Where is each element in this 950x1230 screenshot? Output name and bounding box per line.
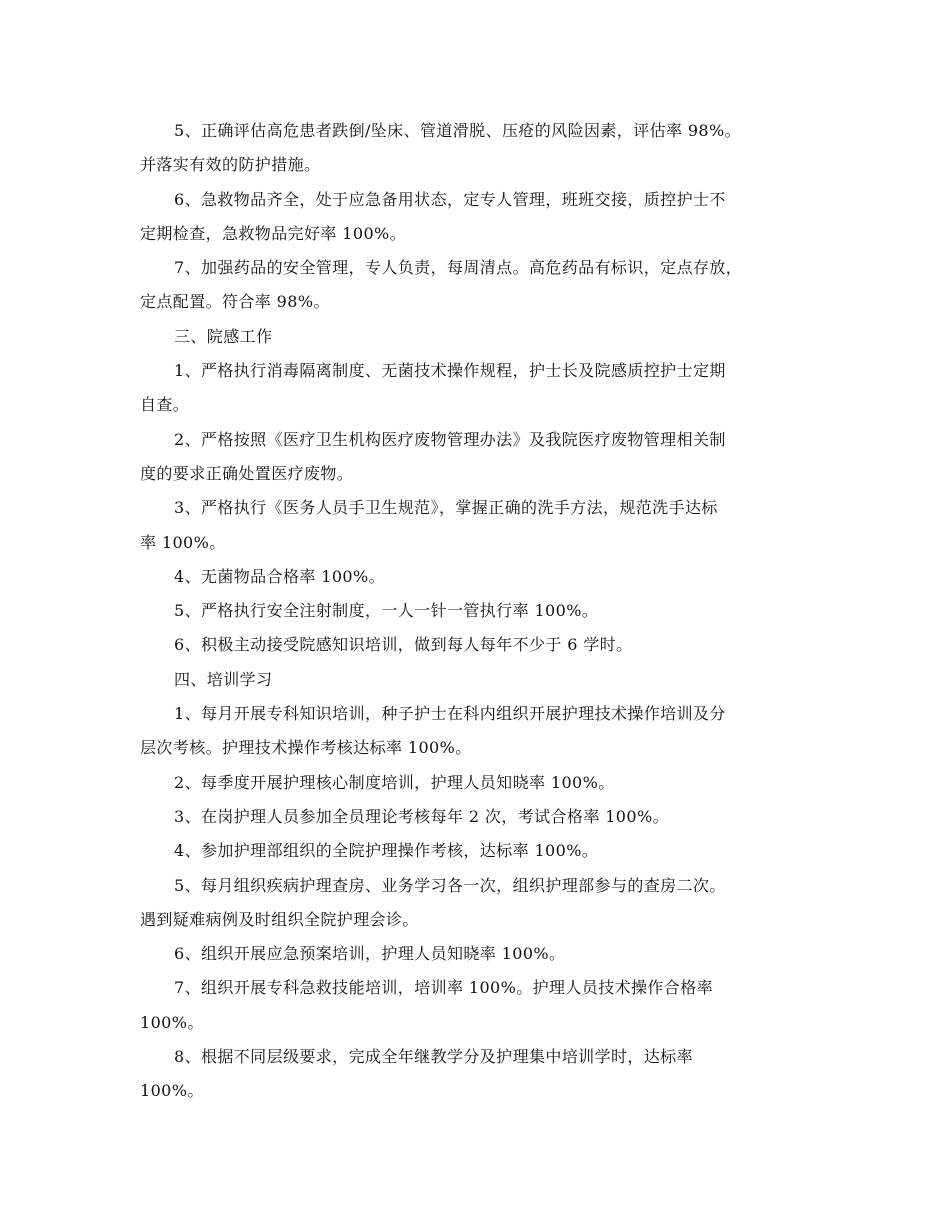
paragraph-line-continuation: 率 100%。: [140, 532, 226, 552]
paragraph-line-first: 2、严格按照《医疗卫生机构医疗废物管理办法》及我院医疗废物管理相关制: [174, 429, 726, 449]
list-item: [140, 834, 812, 868]
paragraph-line-first: 6、积极主动接受院感知识培训，做到每人每年不少于 6 学时。: [174, 635, 633, 655]
paragraph-line-first: 3、在岗护理人员参加全员理论考核每年 2 次，考试合格率 100%。: [174, 806, 669, 826]
paragraph-line-first: 6、急救物品齐全，处于应急备用状态，定专人管理，班班交接，质控护士不: [174, 189, 726, 209]
paragraph-line-first: 5、严格执行安全注射制度，一人一针一管执行率 100%。: [174, 601, 599, 621]
paragraph-line-first: 4、参加护理部组织的全院护理操作考核，达标率 100%。: [174, 841, 599, 861]
section-heading: [140, 663, 812, 697]
paragraph-line-first: 1、严格执行消毒隔离制度、无菌技术操作规程，护士长及院感质控护士定期: [174, 361, 726, 381]
paragraph-line-continuation: 定点配置。符合率 98%。: [140, 292, 330, 312]
paragraph-line-continuation: 自查。: [140, 395, 190, 415]
list-item: [140, 114, 812, 183]
paragraph-line-continuation: 层次考核。护理技术操作考核达标率 100%。: [140, 738, 472, 758]
paragraph-line-continuation: 定期检查，急救物品完好率 100%。: [140, 223, 407, 243]
list-item: [140, 971, 812, 1040]
list-item: [140, 594, 812, 628]
list-item: [140, 423, 812, 492]
paragraph-line-first: 4、无菌物品合格率 100%。: [174, 566, 386, 586]
list-item: [140, 766, 812, 800]
document-body: [140, 114, 812, 1109]
paragraph-line-first: 8、根据不同层级要求，完成全年继教学分及护理集中培训学时，达标率: [174, 1047, 693, 1067]
list-item: [140, 937, 812, 971]
paragraph-line-first: 四、培训学习: [174, 669, 273, 689]
paragraph-line-first: 3、严格执行《医务人员手卫生规范》，掌握正确的洗手方法，规范洗手达标: [174, 498, 718, 518]
list-item: [140, 251, 812, 320]
paragraph-line-continuation: 遇到疑难病例及时组织全院护理会诊。: [140, 909, 419, 929]
list-item: [140, 869, 812, 938]
paragraph-line-first: 7、组织开展专科急救技能培训，培训率 100%。护理人员技术操作合格率: [174, 978, 714, 998]
paragraph-line-continuation: 并落实有效的防护措施。: [140, 155, 321, 175]
paragraph-line-first: 7、加强药品的安全管理，专人负责，每周清点。高危药品有标识，定点存放，: [174, 258, 743, 278]
list-item: [140, 697, 812, 766]
list-item: [140, 800, 812, 834]
list-item: [140, 354, 812, 423]
list-item: [140, 183, 812, 252]
paragraph-line-continuation: 度的要求正确处置医疗废物。: [140, 463, 354, 483]
list-item: [140, 1040, 812, 1109]
list-item: [140, 491, 812, 560]
list-item: [140, 560, 812, 594]
paragraph-line-first: 1、每月开展专科知识培训，种子护士在科内组织开展护理技术操作培训及分: [174, 704, 726, 724]
paragraph-line-first: 5、正确评估高危患者跌倒/坠床、管道滑脱、压疮的风险因素，评估率 98%。: [174, 121, 742, 140]
paragraph-line-continuation: 100%。: [140, 1012, 204, 1032]
paragraph-line-first: 2、每季度开展护理核心制度培训，护理人员知晓率 100%。: [174, 772, 615, 792]
list-item: [140, 628, 812, 662]
paragraph-line-first: 6、组织开展应急预案培训，护理人员知晓率 100%。: [174, 944, 566, 964]
section-heading: [140, 320, 812, 354]
paragraph-line-continuation: 100%。: [140, 1081, 204, 1101]
paragraph-line-first: 三、院感工作: [174, 326, 273, 346]
paragraph-line-first: 5、每月组织疾病护理查房、业务学习各一次，组织护理部参与的查房二次。: [174, 875, 726, 895]
